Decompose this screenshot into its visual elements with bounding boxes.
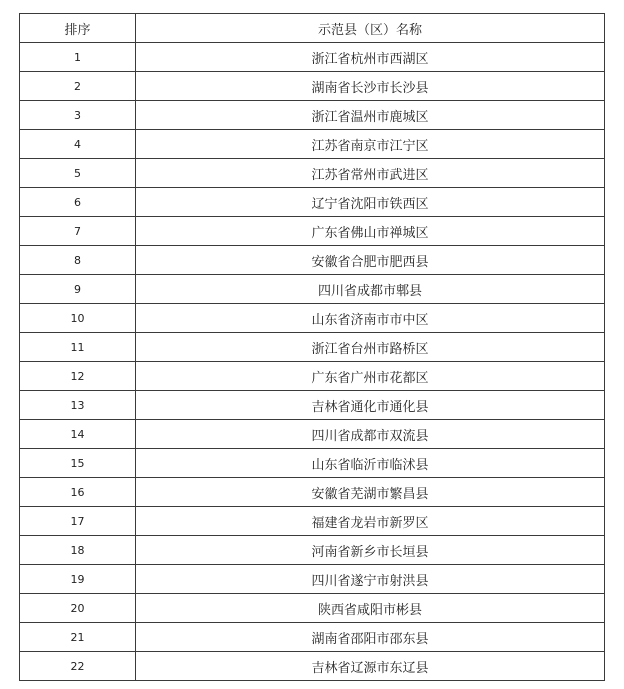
county-name-cell: 湖南省长沙市长沙县 bbox=[136, 72, 605, 101]
rank-cell: 17 bbox=[20, 507, 136, 536]
table-row bbox=[20, 275, 605, 304]
rank-cell: 9 bbox=[20, 275, 136, 304]
rank-cell: 13 bbox=[20, 391, 136, 420]
rank-cell: 4 bbox=[20, 130, 136, 159]
county-name-cell: 四川省成都市郫县 bbox=[136, 275, 605, 304]
table-row bbox=[20, 507, 605, 536]
table-row bbox=[20, 362, 605, 391]
rank-cell: 7 bbox=[20, 217, 136, 246]
county-name-cell: 陕西省咸阳市彬县 bbox=[136, 594, 605, 623]
county-name-cell: 福建省龙岩市新罗区 bbox=[136, 507, 605, 536]
table-row bbox=[20, 623, 605, 652]
county-name-cell: 四川省成都市双流县 bbox=[136, 420, 605, 449]
rank-cell: 10 bbox=[20, 304, 136, 333]
table-row bbox=[20, 449, 605, 478]
rank-cell: 5 bbox=[20, 159, 136, 188]
rank-cell: 3 bbox=[20, 101, 136, 130]
demonstration-county-table bbox=[19, 13, 605, 681]
county-name-cell: 吉林省通化市通化县 bbox=[136, 391, 605, 420]
table-row bbox=[20, 304, 605, 333]
table-row bbox=[20, 43, 605, 72]
rank-cell: 21 bbox=[20, 623, 136, 652]
table-row bbox=[20, 72, 605, 101]
rank-cell: 6 bbox=[20, 188, 136, 217]
table-row bbox=[20, 420, 605, 449]
table-row bbox=[20, 478, 605, 507]
rank-cell: 19 bbox=[20, 565, 136, 594]
county-name-cell: 广东省广州市花都区 bbox=[136, 362, 605, 391]
county-name-cell: 山东省济南市市中区 bbox=[136, 304, 605, 333]
table-row bbox=[20, 188, 605, 217]
header-county-name: 示范县（区）名称 bbox=[136, 14, 605, 43]
rank-cell: 1 bbox=[20, 43, 136, 72]
table-row bbox=[20, 565, 605, 594]
table-row bbox=[20, 159, 605, 188]
county-name-cell: 安徽省芜湖市繁昌县 bbox=[136, 478, 605, 507]
rank-cell: 15 bbox=[20, 449, 136, 478]
county-name-cell: 江苏省南京市江宁区 bbox=[136, 130, 605, 159]
county-name-cell: 广东省佛山市禅城区 bbox=[136, 217, 605, 246]
county-name-cell: 江苏省常州市武进区 bbox=[136, 159, 605, 188]
rank-cell: 18 bbox=[20, 536, 136, 565]
county-name-cell: 河南省新乡市长垣县 bbox=[136, 536, 605, 565]
county-name-cell: 浙江省杭州市西湖区 bbox=[136, 43, 605, 72]
county-name-cell: 山东省临沂市临沭县 bbox=[136, 449, 605, 478]
header-rank: 排序 bbox=[20, 14, 136, 43]
table-row bbox=[20, 217, 605, 246]
table-row bbox=[20, 246, 605, 275]
rank-cell: 14 bbox=[20, 420, 136, 449]
table-row bbox=[20, 652, 605, 681]
county-name-cell: 辽宁省沈阳市铁西区 bbox=[136, 188, 605, 217]
ranking-table-container bbox=[19, 13, 604, 681]
rank-cell: 12 bbox=[20, 362, 136, 391]
table-row bbox=[20, 130, 605, 159]
county-name-cell: 浙江省台州市路桥区 bbox=[136, 333, 605, 362]
rank-cell: 22 bbox=[20, 652, 136, 681]
rank-cell: 8 bbox=[20, 246, 136, 275]
table-row bbox=[20, 333, 605, 362]
rank-cell: 2 bbox=[20, 72, 136, 101]
table-row bbox=[20, 101, 605, 130]
rank-cell: 16 bbox=[20, 478, 136, 507]
county-name-cell: 四川省遂宁市射洪县 bbox=[136, 565, 605, 594]
county-name-cell: 湖南省邵阳市邵东县 bbox=[136, 623, 605, 652]
rank-cell: 11 bbox=[20, 333, 136, 362]
table-row bbox=[20, 391, 605, 420]
county-name-cell: 安徽省合肥市肥西县 bbox=[136, 246, 605, 275]
county-name-cell: 浙江省温州市鹿城区 bbox=[136, 101, 605, 130]
table-row bbox=[20, 536, 605, 565]
table-header-row bbox=[20, 14, 605, 43]
table-row bbox=[20, 594, 605, 623]
county-name-cell: 吉林省辽源市东辽县 bbox=[136, 652, 605, 681]
rank-cell: 20 bbox=[20, 594, 136, 623]
table-body bbox=[20, 43, 605, 681]
